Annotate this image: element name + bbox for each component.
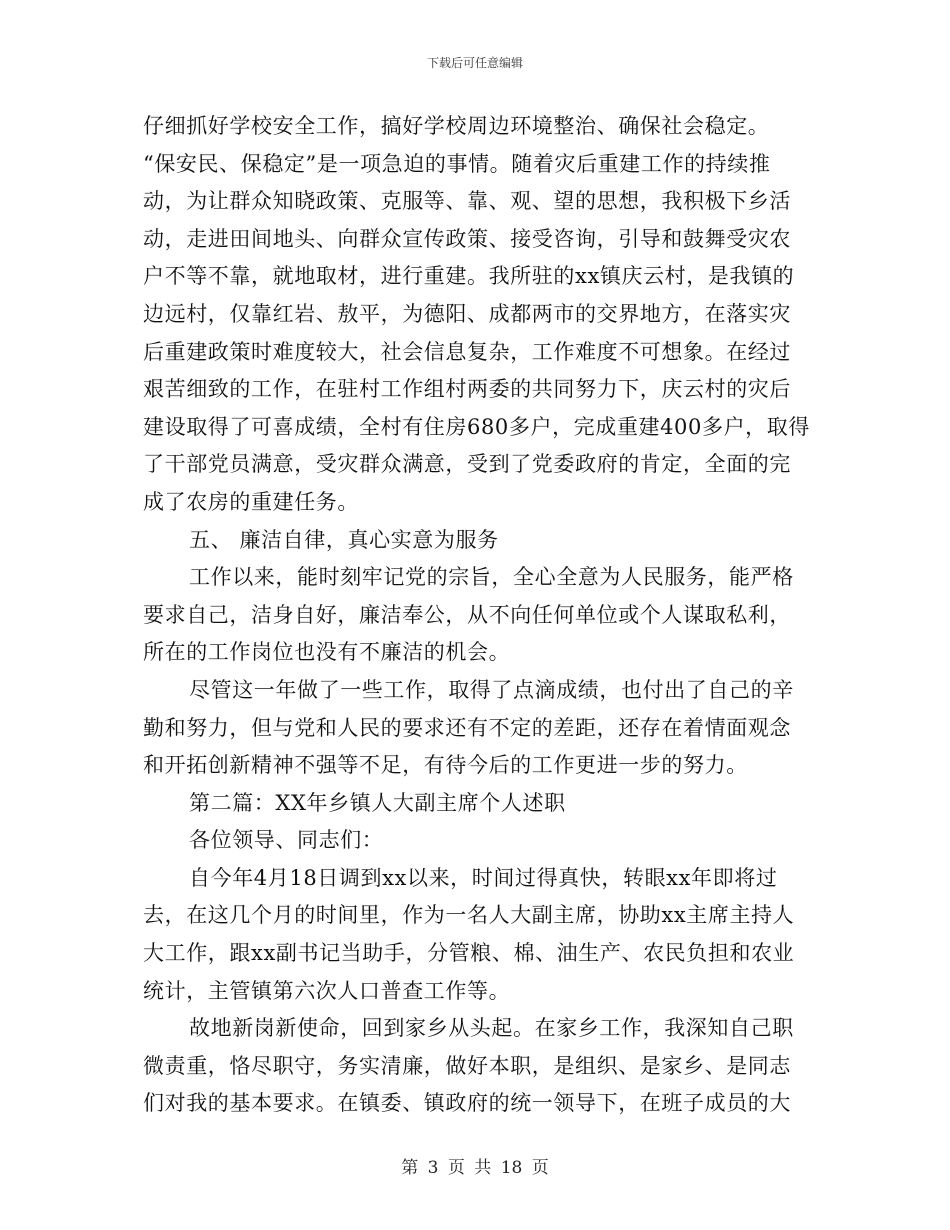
text-line: 去，在这几个月的时间里，作为一名人大副主席，协助xx主席主持人	[143, 903, 795, 928]
text-line: 仔细抓好学校安全工作，搞好学校周边环境整治、确保社会稳定。	[143, 114, 770, 138]
text-line: 了干部党员满意，受灾群众满意，受到了党委政府的肯定，全面的完	[143, 452, 791, 477]
text-line: 们对我的基本要求。在镇委、镇政府的统一领导下，在班子成员的大	[143, 1091, 791, 1116]
document-body	[143, 108, 818, 1123]
text-line: 建设取得了可喜成绩，全村有住房680多户，完成重建400多户，取得	[143, 414, 810, 439]
text-line: 工作以来，能时刻牢记党的宗旨，全心全意为人民服务，能严格	[189, 565, 794, 590]
chapter-title: 第二篇：XX年乡镇人大副主席个人述职	[189, 790, 566, 815]
text-line: 艰苦细致的工作，在驻村工作组村两委的共同努力下，庆云村的灾后	[143, 377, 791, 402]
page-header-note: 下载后可任意编辑	[426, 56, 523, 70]
text-line: 动，为让群众知晓政策、克服等、靠、观、望的思想，我积极下乡活	[143, 189, 791, 214]
salutation: 各位领导、同志们：	[189, 828, 384, 853]
text-line: 所在的工作岗位也没有不廉洁的机会。	[143, 640, 511, 665]
text-line: 边远村，仅靠红岩、敖平，为德阳、成都两市的交界地方，在落实灾	[143, 301, 791, 326]
text-line: 尽管这一年做了一些工作，取得了点滴成绩，也付出了自己的辛	[189, 677, 794, 702]
text-line: 动，走进田间地头、向群众宣传政策、接受咨询，引导和鼓舞受灾农	[143, 226, 791, 251]
text-line: 自今年4月18日调到xx以来，时间过得真快，转眼xx年即将过	[189, 865, 778, 890]
text-line: 户不等不靠，就地取材，进行重建。我所驻的xx镇庆云村，是我镇的	[143, 264, 795, 289]
text-line: 故地新岗新使命，回到家乡从头起。在家乡工作，我深知自己职	[189, 1016, 794, 1041]
text-line: 和开拓创新精神不强等不足，有待今后的工作更进一步的努力。	[143, 753, 748, 778]
text-line: 后重建政策时难度较大，社会信息复杂，工作难度不可想象。在经过	[143, 339, 791, 364]
text-line: “保安民、保稳定”是一项急迫的事情。随着灾后重建工作的持续推	[143, 151, 771, 176]
section-heading: 五、 廉洁自律，真心实意为服务	[189, 527, 499, 552]
text-line: 勤和努力，但与党和人民的要求还有不定的差距，还存在着情面观念	[143, 715, 791, 740]
text-line: 微责重，恪尽职守，务实清廉，做好本职，是组织、是家乡、是同志	[143, 1053, 791, 1078]
text-line: 要求自己，洁身自好，廉洁奉公，从不向任何单位或个人谋取私利，	[143, 602, 791, 627]
text-line: 大工作，跟xx副书记当助手，分管粮、棉、油生产、农民负担和农业	[143, 941, 795, 966]
text-line: 成了农房的重建任务。	[143, 489, 359, 514]
text-line: 统计，主管镇第六次人口普查工作等。	[143, 978, 511, 1003]
page-number: 第 3 页 共 18 页	[401, 1158, 549, 1178]
